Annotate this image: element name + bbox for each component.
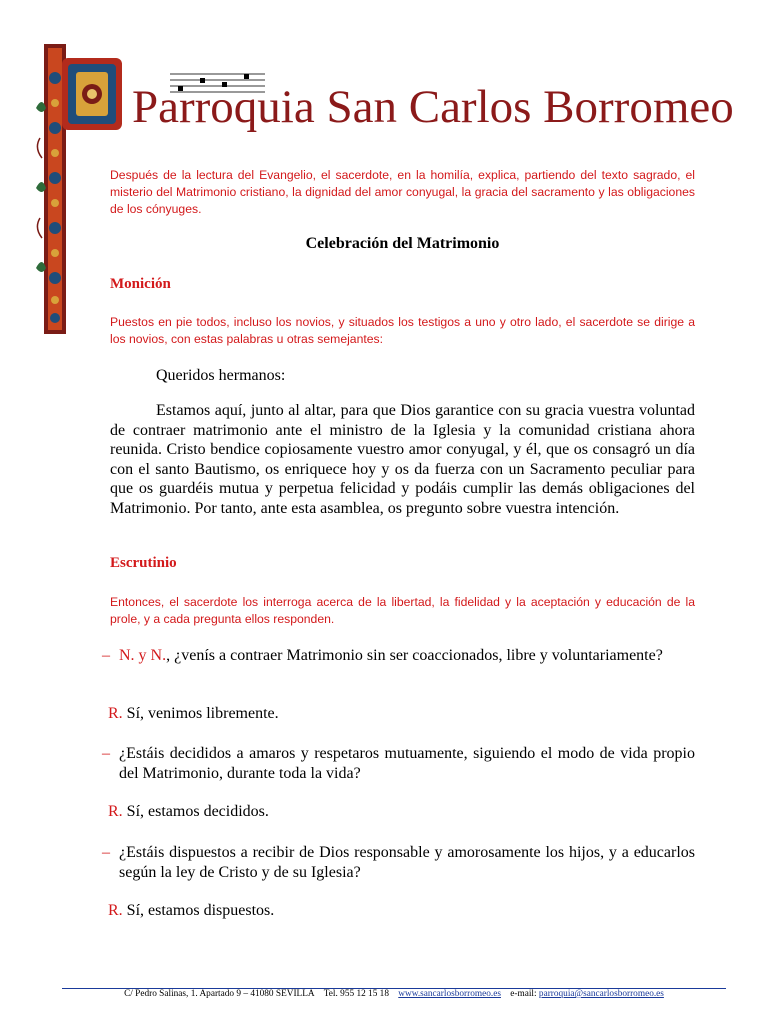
monicion-paragraph: Estamos aquí, junto al altar, para que Dios garantice con su gracia vuestra voluntad de contraer matrimonio ante el ministro de la Iglesia y la comunidad cristiana ahora reunida. Cristo bendice copiosamente vuestro amor conyugal, y él, que os consagró un día con el santo Bautismo, os enriquece hoy y os da fuerza con un Sacramento peculiar para que os guardéis mutua y perpetua felicidad y podáis cumplir las demás obligaciones del Matrimonio. Por tanto, ante esta asamblea, os pregunto sobre vuestra intención. [110,402,695,517]
website-link[interactable]: www.sancarlosborromeo.es [398,989,501,999]
response-2-text: Sí, estamos decididos. [126,803,269,820]
footer-email-label: e-mail: [510,989,537,999]
response-1-text: Sí, venimos libremente. [126,705,279,722]
greeting: Queridos hermanos: [156,367,286,384]
dash-marker: – [102,647,110,664]
dash-marker: – [102,745,110,762]
question-2 [102,744,695,784]
response-label: R. [108,705,123,722]
document-title: Celebración del Matrimonio [305,235,500,252]
response-1 [108,705,279,723]
section-heading-monicion: Monición [110,276,171,292]
question-3-text: ¿Estáis dispuestos a recibir de Dios responsable y amorosamente los hijos, y a educarlos según la ley de Cristo y de su Iglesia? [119,844,695,881]
rubric-monicion: Puestos en pie todos, incluso los novios, y situados los testigos a uno y otro lado, el sacerdote se dirige a los novios, con estas palabras u otras semejantes: [110,315,695,346]
email-link[interactable]: parroquia@sancarlosborromeo.es [538,989,664,999]
question-3 [102,843,695,883]
response-label: R. [108,902,123,919]
response-3 [108,902,274,920]
intro-rubric: Después de la lectura del Evangelio, el sacerdote, en la homilía, explica, partiendo del texto sagrado, el misterio del Matrimonio cristiano, la dignidad del amor conyugal, la gracia del sacramento y las obligaciones de los cónyuges. [110,168,695,216]
site-title: Parroquia San Carlos Borromeo [132,81,734,133]
rubric-escrutinio: Entonces, el sacerdote los interroga acerca de la libertad, la fidelidad y la aceptación y educación de la prole, y a cada pregunta ellos responden. [110,595,695,626]
footer [62,989,726,999]
question-1 [102,646,695,666]
dash-marker: – [102,844,110,861]
names-placeholder: N. y N. [119,647,167,664]
question-1-text: , ¿venís a contraer Matrimonio sin ser coaccionados, libre y voluntariamente? [166,647,663,664]
response-2 [108,803,269,821]
response-label: R. [108,803,123,820]
footer-phone: Tel. 955 12 15 18 [323,989,389,999]
footer-address: C/ Pedro Salinas, 1. Apartado 9 – 41080 SEVILLA [124,989,315,999]
response-3-text: Sí, estamos dispuestos. [126,902,275,919]
section-heading-escrutinio: Escrutinio [110,555,177,571]
question-2-text: ¿Estáis decididos a amaros y respetaros mutuamente, siguiendo el modo de vida propio del Matrimonio, durante toda la vida? [119,745,695,782]
